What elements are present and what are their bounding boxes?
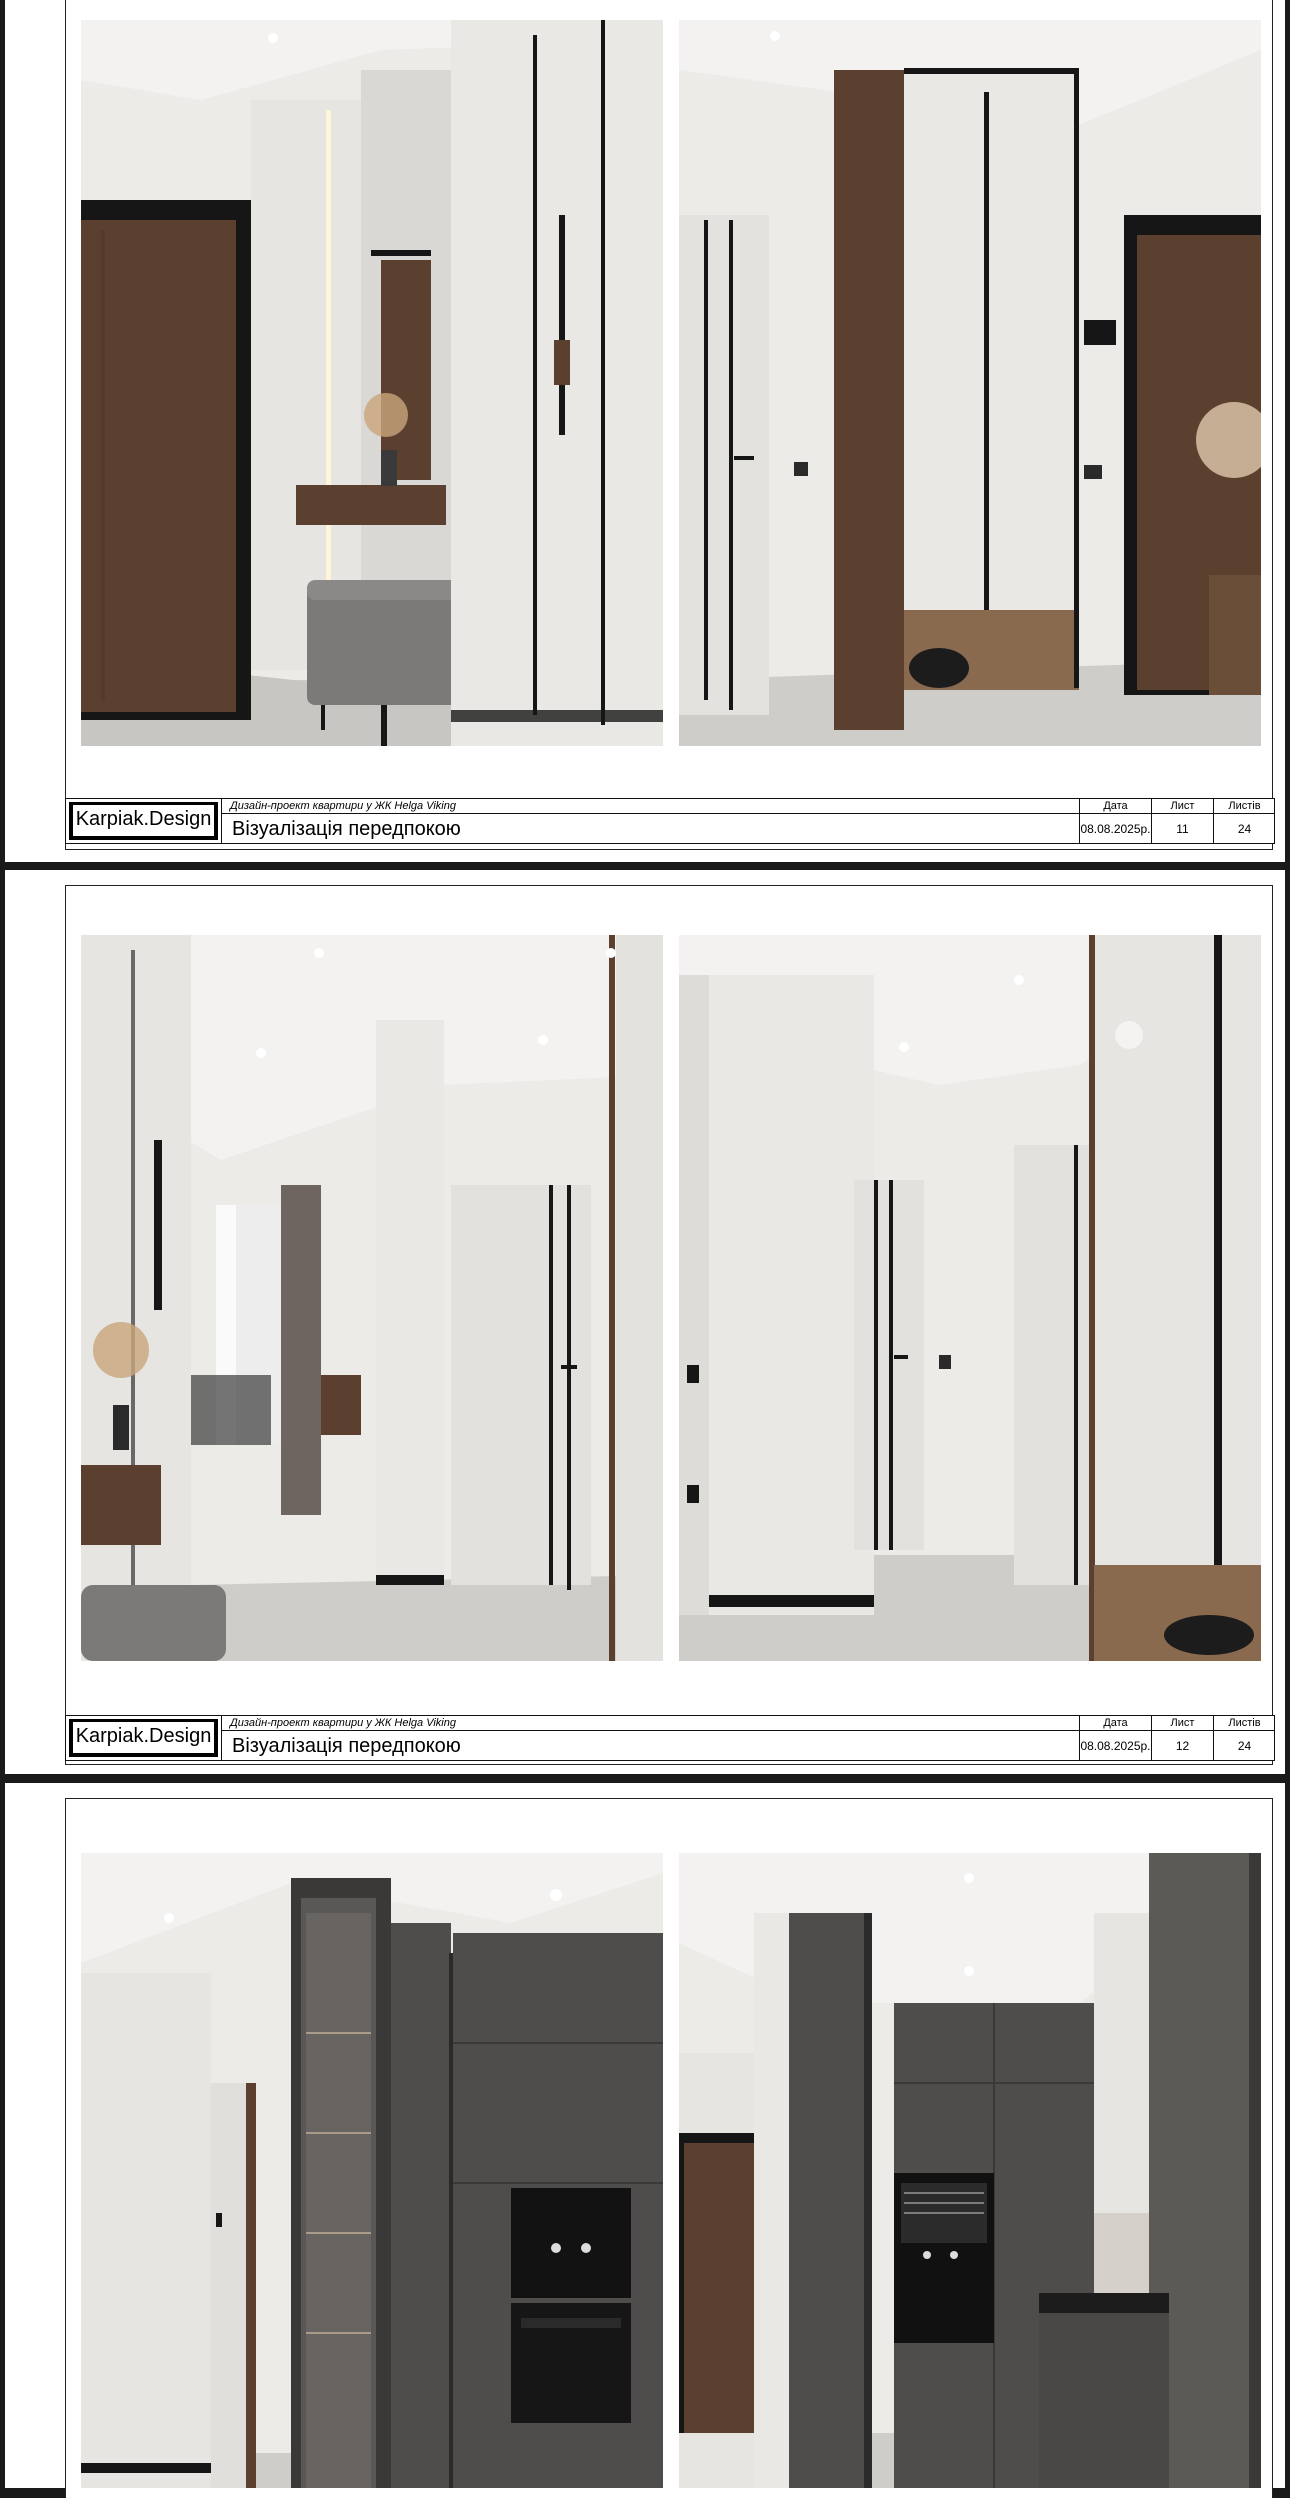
logo-text: Karpiak.Design [75,808,212,830]
logo [66,799,222,843]
render-corridor-wardrobe [679,935,1261,1661]
sheets-total-label: Листів [1228,800,1261,812]
sheet-cell [1151,1716,1213,1760]
sheet-label: Лист [1170,1717,1195,1729]
sheet-title: Візуалізація передпокою [232,1735,461,1757]
date-cell [1079,799,1151,843]
project-name: Дизайн-проект квартири у ЖК Helga Viking [230,1717,456,1729]
render-kitchen-wall [679,1853,1261,2488]
logo-text: Karpiak.Design [75,1725,212,1747]
sheet-13 [5,1783,1285,2488]
date-label: Дата [1103,1717,1128,1729]
sheet-title: Візуалізація передпокою [232,818,461,840]
project-name: Дизайн-проект квартири у ЖК Helga Viking [230,800,456,812]
render-hallway-wardrobe [679,20,1261,746]
sheet-number: 12 [1175,1739,1190,1753]
render-hallway-living-view [81,935,663,1661]
date-cell [1079,1716,1151,1760]
sheet-cell [1151,799,1213,843]
date-label: Дата [1103,800,1128,812]
sheets-total-value: 24 [1237,1739,1252,1753]
sheet-12 [5,870,1285,1774]
sheets-total-cell [1213,799,1275,843]
render-hallway-mirror [81,20,663,746]
date-value: 08.08.2025р. [1080,822,1151,836]
logo [66,1716,222,1760]
sheet-11 [5,0,1285,862]
sheets-total-label: Листів [1228,1717,1261,1729]
date-value: 08.08.2025р. [1080,1739,1151,1753]
sheets-total-cell [1213,1716,1275,1760]
sheets-total-value: 24 [1237,822,1252,836]
sheet-label: Лист [1170,800,1195,812]
sheet-number: 11 [1176,822,1189,836]
title-block [65,798,1275,844]
title-block [65,1715,1275,1761]
render-kitchen-glass-cabinet [81,1853,663,2488]
